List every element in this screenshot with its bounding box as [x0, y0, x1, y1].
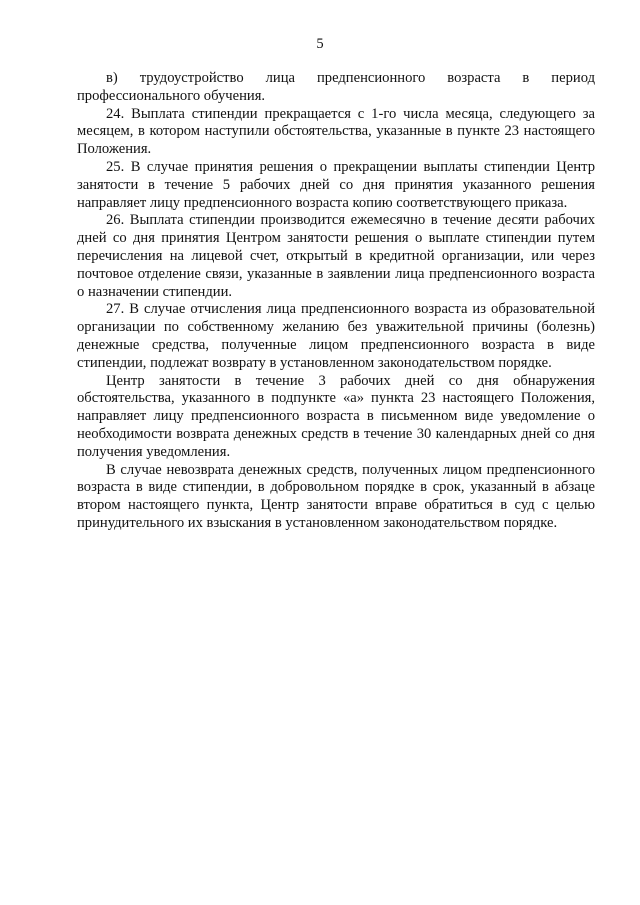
paragraph-27-third: В случае невозврата денежных средств, полученных лицом предпенсионного возраста в виде стипендии, в добровольном порядке в срок, указанный в абзаце втором настоящего пункта, Центр занятости вправе обратиться в суд с целью принудительного их взыскания в установленном законодательством порядке. — [77, 461, 595, 531]
paragraph-25: 25. В случае принятия решения о прекращении выплаты стипендии Центр занятости в течение 5 рабочих дней со дня принятия указанного решения направляет лицу предпенсионного возраста копию соответствующего приказа. — [77, 158, 595, 211]
paragraph-27-second: Центр занятости в течение 3 рабочих дней со дня обнаружения обстоятельства, указанного в подпункте «а» пункта 23 настоящего Положения, направляет лицу предпенсионного возраста в письменном виде уведомление о необходимости возврата денежных средств в течение 30 календарных дней со дня получения уведомления. — [77, 372, 595, 460]
document-body — [77, 70, 595, 533]
paragraph-26: 26. Выплата стипендии производится ежемесячно в течение десяти рабочих дней со дня принятия Центром занятости решения о выплате стипендии путем перечисления на лицевой счет, открытый в кредитной организации, или через почтовое отделение связи, указанные в заявлении лица предпенсионного возраста о назначении стипендии. — [77, 212, 595, 300]
page-number: 5 — [316, 36, 324, 52]
paragraph-24: 24. Выплата стипендии прекращается с 1-го числа месяца, следующего за месяцем, в котором наступили обстоятельства, указанные в пункте 23 настоящего Положения. — [77, 105, 595, 158]
paragraph-27: 27. В случае отчисления лица предпенсионного возраста из образовательной организации по собственному желанию без уважительной причины (болезнь) денежные средства, полученные лицом предпенсионного возраста в виде стипендии, подлежат возврату в установленном законодательством порядке. — [77, 301, 595, 371]
paragraph-item-v: в) трудоустройство лица предпенсионного возраста в период профессионального обучения. — [77, 70, 595, 104]
